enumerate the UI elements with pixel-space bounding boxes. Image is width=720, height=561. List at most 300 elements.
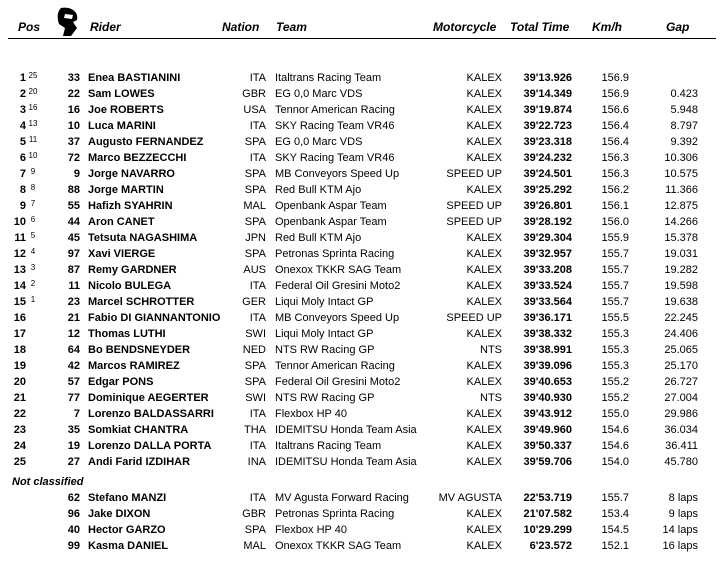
cell-rider-name: Hafizh SYAHRIN <box>88 200 173 212</box>
cell-team: MB Conveyors Speed Up <box>275 312 400 324</box>
cell-nation: INA <box>247 456 266 468</box>
cell-team: Openbank Aspar Team <box>275 216 387 228</box>
cell-speed: 156.1 <box>601 200 629 212</box>
table-row <box>0 70 720 86</box>
cell-points: 11 <box>28 135 38 144</box>
cell-team: Federal Oil Gresini Moto2 <box>275 376 401 388</box>
cell-team: IDEMITSU Honda Team Asia <box>275 456 417 468</box>
cell-speed: 155.3 <box>601 328 629 340</box>
cell-speed: 156.4 <box>601 120 629 132</box>
cell-rider-name: Thomas LUTHI <box>88 328 166 340</box>
cell-nation: ITA <box>249 120 266 132</box>
cell-motorcycle: SPEED UP <box>446 168 502 180</box>
table-row <box>0 278 720 294</box>
header-gap: Gap <box>666 20 690 34</box>
header-nation: Nation <box>222 20 260 34</box>
cell-nation: SPA <box>244 376 266 388</box>
cell-points: 16 <box>28 103 38 112</box>
table-row <box>0 358 720 374</box>
cell-total-time: 21'07.582 <box>523 508 572 520</box>
cell-team: Italtrans Racing Team <box>275 72 382 84</box>
cell-rider-number: 7 <box>73 408 80 420</box>
cell-total-time: 10'29.299 <box>523 524 572 536</box>
cell-rider-number: 77 <box>67 392 80 404</box>
cell-speed: 155.7 <box>601 280 629 292</box>
cell-points: 3 <box>30 263 36 272</box>
cell-nation: JPN <box>245 232 266 244</box>
cell-rider-number: 9 <box>73 168 80 180</box>
cell-motorcycle: KALEX <box>466 440 502 452</box>
cell-motorcycle: KALEX <box>466 524 502 536</box>
cell-motorcycle: KALEX <box>466 72 502 84</box>
cell-nation: ITA <box>249 440 266 452</box>
header-rider: Rider <box>90 20 121 34</box>
cell-motorcycle: KALEX <box>466 104 502 116</box>
cell-gap: 36.034 <box>664 424 698 436</box>
cell-position: 16 <box>13 312 26 324</box>
cell-rider-name: Edgar PONS <box>88 376 154 388</box>
cell-gap: 9.392 <box>670 136 698 148</box>
cell-team: Federal Oil Gresini Moto2 <box>275 280 401 292</box>
cell-position: 3 <box>19 104 26 116</box>
cell-motorcycle: SPEED UP <box>446 216 502 228</box>
cell-speed: 154.6 <box>601 440 629 452</box>
not-classified-rows <box>0 490 720 554</box>
cell-rider-number: 88 <box>67 184 80 196</box>
cell-motorcycle: KALEX <box>466 508 502 520</box>
table-row <box>0 342 720 358</box>
cell-points: 5 <box>30 231 36 240</box>
cell-motorcycle: MV AGUSTA <box>438 492 502 504</box>
cell-rider-number: 97 <box>67 248 80 260</box>
cell-team: IDEMITSU Honda Team Asia <box>275 424 417 436</box>
cell-total-time: 39'40.653 <box>523 376 572 388</box>
cell-rider-name: Lorenzo BALDASSARRI <box>88 408 214 420</box>
cell-team: Onexox TKKR SAG Team <box>275 540 402 552</box>
cell-position: 21 <box>13 392 26 404</box>
cell-position: 5 <box>19 136 26 148</box>
cell-motorcycle: KALEX <box>466 152 502 164</box>
cell-rider-name: Jorge NAVARRO <box>88 168 175 180</box>
cell-speed: 156.3 <box>601 168 629 180</box>
cell-total-time: 39'49.960 <box>523 424 572 436</box>
cell-speed: 155.5 <box>601 312 629 324</box>
cell-total-time: 39'22.723 <box>523 120 572 132</box>
cell-team: Openbank Aspar Team <box>275 200 387 212</box>
cell-speed: 154.6 <box>601 424 629 436</box>
cell-team: Tennor American Racing <box>275 360 395 372</box>
cell-total-time: 39'36.171 <box>523 312 572 324</box>
table-row <box>0 294 720 310</box>
cell-rider-number: 11 <box>68 280 80 292</box>
cell-rider-number: 10 <box>67 120 80 132</box>
cell-nation: ITA <box>249 492 266 504</box>
table-row <box>0 506 720 522</box>
cell-team: Flexbox HP 40 <box>275 408 347 420</box>
table-row <box>0 262 720 278</box>
cell-motorcycle: KALEX <box>466 540 502 552</box>
cell-rider-number: 72 <box>67 152 80 164</box>
cell-motorcycle: KALEX <box>466 360 502 372</box>
cell-rider-name: Jorge MARTIN <box>88 184 164 196</box>
cell-position: 11 <box>14 232 26 244</box>
table-row <box>0 134 720 150</box>
cell-position: 18 <box>13 344 26 356</box>
classified-rows <box>0 70 720 470</box>
cell-gap: 19.598 <box>664 280 698 292</box>
table-row <box>0 390 720 406</box>
cell-motorcycle: KALEX <box>466 424 502 436</box>
cell-position: 1 <box>19 72 26 84</box>
cell-rider-name: Dominique AEGERTER <box>88 392 209 404</box>
table-header <box>0 0 720 40</box>
table-row <box>0 538 720 554</box>
cell-gap: 19.282 <box>664 264 698 276</box>
cell-nation: ITA <box>249 312 266 324</box>
cell-rider-number: 55 <box>67 200 80 212</box>
table-row <box>0 102 720 118</box>
header-divider <box>8 38 716 39</box>
cell-points: 1 <box>30 295 36 304</box>
table-row <box>0 374 720 390</box>
cell-gap: 8 laps <box>668 492 698 504</box>
table-row <box>0 310 720 326</box>
cell-team: Tennor American Racing <box>275 104 395 116</box>
cell-position: 23 <box>13 424 26 436</box>
cell-rider-number: 87 <box>67 264 80 276</box>
cell-total-time: 39'26.801 <box>523 200 572 212</box>
table-row <box>0 246 720 262</box>
cell-rider-number: 57 <box>67 376 80 388</box>
cell-gap: 19.638 <box>664 296 698 308</box>
cell-rider-number: 64 <box>67 344 80 356</box>
cell-speed: 155.2 <box>601 376 629 388</box>
cell-nation: MAL <box>243 200 266 212</box>
cell-gap: 14.266 <box>664 216 698 228</box>
cell-rider-number: 99 <box>67 540 80 552</box>
cell-total-time: 39'29.304 <box>523 232 572 244</box>
cell-motorcycle: KALEX <box>466 280 502 292</box>
cell-speed: 155.3 <box>601 344 629 356</box>
cell-nation: GBR <box>242 88 266 100</box>
cell-team: MB Conveyors Speed Up <box>275 168 400 180</box>
cell-rider-name: Stefano MANZI <box>88 492 167 504</box>
cell-motorcycle: KALEX <box>466 88 502 100</box>
cell-gap: 25.065 <box>664 344 698 356</box>
cell-motorcycle: KALEX <box>466 296 502 308</box>
cell-rider-name: Somkiat CHANTRA <box>88 424 189 436</box>
cell-speed: 154.0 <box>601 456 629 468</box>
cell-speed: 155.7 <box>601 296 629 308</box>
cell-nation: THA <box>244 424 266 436</box>
cell-total-time: 39'50.337 <box>523 440 572 452</box>
cell-nation: ITA <box>249 280 266 292</box>
cell-speed: 155.3 <box>601 360 629 372</box>
cell-rider-name: Xavi VIERGE <box>88 248 156 260</box>
cell-speed: 156.2 <box>601 184 629 196</box>
table-row <box>0 86 720 102</box>
cell-team: Petronas Sprinta Racing <box>275 248 395 260</box>
cell-total-time: 39'43.912 <box>523 408 572 420</box>
cell-team: Liqui Moly Intact GP <box>275 328 374 340</box>
cell-gap: 24.406 <box>664 328 698 340</box>
table-row <box>0 182 720 198</box>
cell-points: 9 <box>30 167 36 176</box>
cell-points: 10 <box>28 151 38 160</box>
cell-gap: 14 laps <box>662 524 698 536</box>
cell-nation: ITA <box>249 152 266 164</box>
cell-rider-name: Hector GARZO <box>88 524 166 536</box>
cell-motorcycle: KALEX <box>466 248 502 260</box>
header-kmh: Km/h <box>592 20 622 34</box>
cell-gap: 15.378 <box>664 232 698 244</box>
cell-position: 13 <box>13 264 26 276</box>
cell-points: 13 <box>28 119 38 128</box>
cell-rider-name: Lorenzo DALLA PORTA <box>88 440 212 452</box>
cell-nation: SPA <box>244 168 266 180</box>
cell-rider-name: Sam LOWES <box>88 88 155 100</box>
cell-gap: 22.245 <box>664 312 698 324</box>
cell-total-time: 6'23.572 <box>529 540 572 552</box>
cell-rider-number: 40 <box>67 524 80 536</box>
cell-gap: 36.411 <box>665 440 698 452</box>
cell-gap: 45.780 <box>664 456 698 468</box>
cell-position: 9 <box>19 200 26 212</box>
cell-team: SKY Racing Team VR46 <box>275 152 395 164</box>
cell-total-time: 39'39.096 <box>523 360 572 372</box>
cell-position: 15 <box>13 296 26 308</box>
cell-nation: SWI <box>245 328 266 340</box>
cell-points: 25 <box>28 71 38 80</box>
cell-speed: 155.7 <box>601 264 629 276</box>
cell-position: 22 <box>13 408 26 420</box>
cell-rider-number: 33 <box>67 72 80 84</box>
cell-motorcycle: KALEX <box>466 264 502 276</box>
cell-gap: 11.366 <box>665 184 698 196</box>
cell-rider-number: 19 <box>67 440 80 452</box>
cell-gap: 0.423 <box>670 88 698 100</box>
cell-nation: ITA <box>249 408 266 420</box>
cell-total-time: 39'19.874 <box>523 104 572 116</box>
results-table <box>0 70 720 554</box>
cell-total-time: 39'32.957 <box>523 248 572 260</box>
cell-position: 4 <box>19 120 26 132</box>
cell-rider-number: 62 <box>67 492 80 504</box>
cell-nation: SPA <box>244 136 266 148</box>
rider-helmet-icon <box>55 6 83 38</box>
cell-position: 10 <box>13 216 26 228</box>
cell-nation: GBR <box>242 508 266 520</box>
table-row <box>0 230 720 246</box>
cell-rider-number: 45 <box>67 232 80 244</box>
cell-rider-name: Luca MARINI <box>88 120 156 132</box>
cell-motorcycle: NTS <box>480 344 502 356</box>
cell-nation: SPA <box>244 524 266 536</box>
table-row <box>0 454 720 470</box>
cell-rider-name: Marcel SCHROTTER <box>88 296 195 308</box>
table-row <box>0 490 720 506</box>
cell-speed: 156.3 <box>601 152 629 164</box>
cell-nation: SPA <box>244 360 266 372</box>
cell-total-time: 22'53.719 <box>523 492 572 504</box>
table-row <box>0 198 720 214</box>
cell-rider-number: 35 <box>67 424 80 436</box>
cell-total-time: 39'33.208 <box>523 264 572 276</box>
cell-position: 14 <box>13 280 26 292</box>
cell-position: 24 <box>13 440 26 452</box>
cell-speed: 156.9 <box>601 72 629 84</box>
cell-speed: 154.5 <box>601 524 629 536</box>
cell-motorcycle: KALEX <box>466 232 502 244</box>
cell-position: 25 <box>13 456 26 468</box>
cell-nation: MAL <box>243 540 266 552</box>
cell-points: 2 <box>30 279 36 288</box>
cell-speed: 155.7 <box>601 492 629 504</box>
cell-rider-name: Enea BASTIANINI <box>88 72 181 84</box>
cell-team: Italtrans Racing Team <box>275 440 382 452</box>
cell-motorcycle: NTS <box>480 392 502 404</box>
cell-rider-name: Tetsuta NAGASHIMA <box>88 232 198 244</box>
cell-motorcycle: KALEX <box>466 120 502 132</box>
cell-team: Onexox TKKR SAG Team <box>275 264 402 276</box>
cell-total-time: 39'13.926 <box>523 72 572 84</box>
table-row <box>0 406 720 422</box>
cell-rider-name: Aron CANET <box>88 216 155 228</box>
table-row <box>0 522 720 538</box>
cell-rider-name: Remy GARDNER <box>88 264 177 276</box>
cell-position: 12 <box>13 248 26 260</box>
header-motorcycle: Motorcycle <box>433 20 497 34</box>
cell-rider-number: 27 <box>67 456 80 468</box>
header-team: Team <box>276 20 307 34</box>
cell-gap: 25.170 <box>664 360 698 372</box>
cell-rider-number: 42 <box>67 360 80 372</box>
cell-rider-number: 23 <box>67 296 80 308</box>
cell-gap: 16 laps <box>662 540 698 552</box>
cell-team: MV Agusta Forward Racing <box>275 492 409 504</box>
cell-rider-name: Nicolo BULEGA <box>88 280 172 292</box>
cell-speed: 156.0 <box>601 216 629 228</box>
cell-nation: SPA <box>244 248 266 260</box>
cell-motorcycle: SPEED UP <box>446 200 502 212</box>
table-row <box>0 422 720 438</box>
cell-speed: 156.6 <box>601 104 629 116</box>
cell-gap: 26.727 <box>664 376 698 388</box>
cell-total-time: 39'33.564 <box>523 296 572 308</box>
cell-points: 6 <box>30 215 36 224</box>
cell-motorcycle: KALEX <box>466 456 502 468</box>
cell-total-time: 39'33.524 <box>523 280 572 292</box>
cell-position: 7 <box>19 168 26 180</box>
cell-position: 6 <box>19 152 26 164</box>
cell-points: 7 <box>30 199 36 208</box>
cell-rider-name: Bo BENDSNEYDER <box>88 344 191 356</box>
cell-total-time: 39'59.706 <box>523 456 572 468</box>
cell-speed: 152.1 <box>601 540 629 552</box>
cell-motorcycle: KALEX <box>466 136 502 148</box>
cell-rider-number: 21 <box>67 312 80 324</box>
cell-gap: 5.948 <box>670 104 698 116</box>
cell-total-time: 39'14.349 <box>523 88 572 100</box>
header-total-time: Total Time <box>510 20 570 34</box>
table-row <box>0 150 720 166</box>
cell-nation: NED <box>242 344 266 356</box>
cell-team: Liqui Moly Intact GP <box>275 296 374 308</box>
cell-gap: 9 laps <box>668 508 698 520</box>
cell-rider-name: Kasma DANIEL <box>88 540 169 552</box>
cell-total-time: 39'25.292 <box>523 184 572 196</box>
cell-gap: 27.004 <box>664 392 698 404</box>
cell-speed: 155.9 <box>601 232 629 244</box>
cell-total-time: 39'38.991 <box>523 344 572 356</box>
table-row <box>0 118 720 134</box>
cell-speed: 155.2 <box>601 392 629 404</box>
cell-team: Red Bull KTM Ajo <box>275 232 362 244</box>
cell-points: 20 <box>28 87 38 96</box>
cell-points: 8 <box>30 183 36 192</box>
cell-rider-number: 37 <box>67 136 80 148</box>
cell-gap: 8.797 <box>670 120 698 132</box>
cell-nation: SWI <box>245 392 266 404</box>
cell-position: 17 <box>13 328 26 340</box>
cell-gap: 29.986 <box>664 408 698 420</box>
cell-team: NTS RW Racing GP <box>275 392 375 404</box>
cell-motorcycle: KALEX <box>466 376 502 388</box>
cell-rider-number: 22 <box>67 88 80 100</box>
cell-motorcycle: KALEX <box>466 184 502 196</box>
cell-gap: 10.575 <box>664 168 698 180</box>
cell-total-time: 39'24.232 <box>523 152 572 164</box>
cell-total-time: 39'40.930 <box>523 392 572 404</box>
cell-points: 4 <box>30 247 36 256</box>
cell-rider-number: 12 <box>67 328 80 340</box>
cell-nation: SPA <box>244 216 266 228</box>
cell-total-time: 39'28.192 <box>523 216 572 228</box>
cell-rider-name: Joe ROBERTS <box>88 104 164 116</box>
cell-rider-name: Marcos RAMIREZ <box>88 360 180 372</box>
cell-speed: 155.0 <box>601 408 629 420</box>
table-row <box>0 214 720 230</box>
cell-total-time: 39'24.501 <box>523 168 572 180</box>
cell-speed: 156.4 <box>601 136 629 148</box>
cell-motorcycle: SPEED UP <box>446 312 502 324</box>
cell-nation: USA <box>243 104 266 116</box>
cell-position: 8 <box>19 184 26 196</box>
cell-gap: 10.306 <box>664 152 698 164</box>
cell-nation: AUS <box>243 264 266 276</box>
cell-position: 20 <box>13 376 26 388</box>
cell-speed: 156.9 <box>601 88 629 100</box>
cell-rider-name: Andi Farid IZDIHAR <box>88 456 191 468</box>
cell-rider-number: 16 <box>67 104 80 116</box>
cell-position: 2 <box>19 88 26 100</box>
cell-team: Red Bull KTM Ajo <box>275 184 362 196</box>
cell-rider-name: Augusto FERNANDEZ <box>88 136 204 148</box>
cell-team: SKY Racing Team VR46 <box>275 120 395 132</box>
cell-rider-number: 96 <box>67 508 80 520</box>
cell-team: EG 0,0 Marc VDS <box>275 136 363 148</box>
cell-total-time: 39'38.332 <box>523 328 572 340</box>
cell-gap: 12.875 <box>664 200 698 212</box>
cell-nation: ITA <box>249 72 266 84</box>
cell-motorcycle: KALEX <box>466 328 502 340</box>
cell-team: EG 0,0 Marc VDS <box>275 88 363 100</box>
cell-rider-name: Marco BEZZECCHI <box>88 152 187 164</box>
cell-gap: 19.031 <box>664 248 698 260</box>
cell-rider-name: Fabio DI GIANNANTONIO <box>88 312 221 324</box>
not-classified-heading: Not classified <box>12 476 84 488</box>
cell-motorcycle: KALEX <box>466 408 502 420</box>
